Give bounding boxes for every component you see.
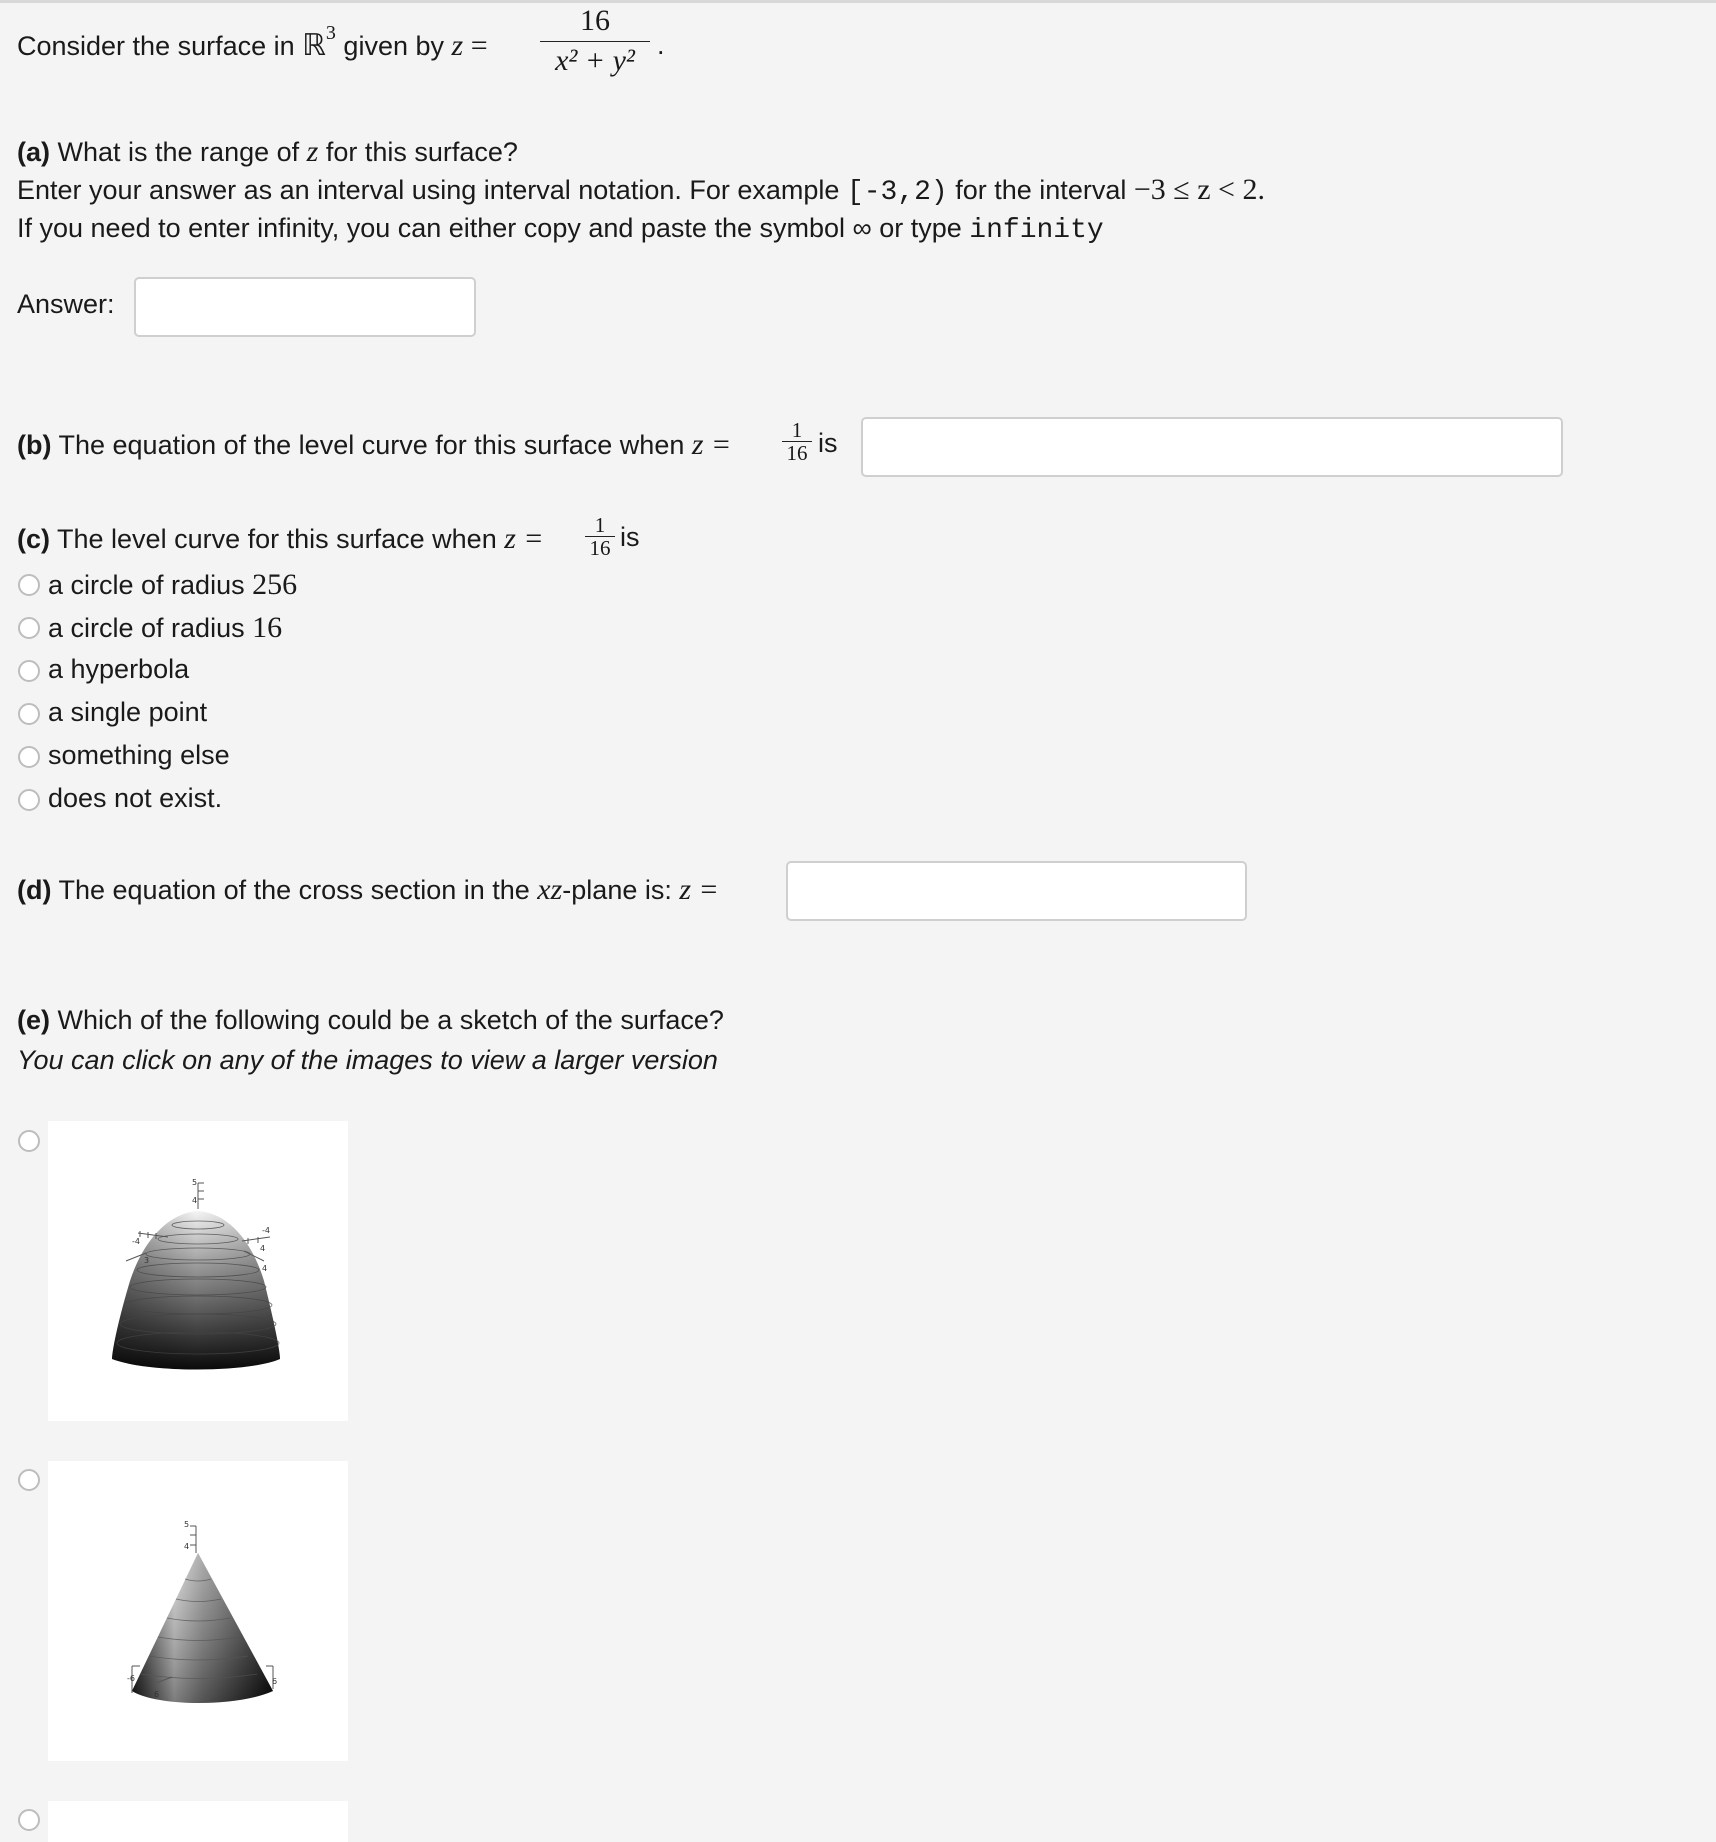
tick-label: 4 (192, 1196, 198, 1205)
option-radio-circle-16[interactable] (18, 617, 40, 639)
sketch-radio-1[interactable] (18, 1130, 40, 1152)
tick-label: -4 (132, 1237, 140, 1246)
infinity-note-mid: or type (871, 213, 970, 243)
intro-line (17, 22, 488, 63)
equals-sign: = (463, 29, 488, 62)
part-c-frac-numerator: 1 (594, 513, 606, 537)
infinity-note-text: If you need to enter infinity, you can either copy and paste the symbol (17, 213, 853, 243)
part-d-answer-input[interactable] (786, 861, 1247, 921)
part-a-label: (a) (17, 137, 50, 167)
part-a-infinity-note (17, 213, 1104, 246)
sketch-image-3[interactable] (48, 1801, 348, 1842)
part-b-question (17, 428, 731, 462)
option-radio-something-else[interactable] (18, 746, 40, 768)
tick-label: 6 (272, 1677, 278, 1686)
z-equals: z = (504, 522, 544, 555)
fraction-bar (540, 41, 650, 42)
part-a-instructions (17, 173, 1265, 208)
real-number-symbol: ℝ (302, 29, 326, 62)
part-d-text2: -plane is: (562, 875, 680, 905)
cone-plot (48, 1461, 348, 1761)
option-text: a circle of radius (48, 570, 253, 600)
part-c-question (17, 522, 544, 556)
tick-label: 4 (262, 1264, 268, 1273)
option-radio-circle-256[interactable] (18, 574, 40, 596)
sketch-radio-2[interactable] (18, 1469, 40, 1491)
intro-denominator: x² + y² (555, 44, 635, 77)
top-border (0, 0, 1716, 3)
part-a-text: What is the range of (50, 137, 307, 167)
tick-label: 4 (260, 1244, 266, 1253)
part-c-frac-denominator: 16 (589, 536, 611, 560)
part-a-answer-input[interactable] (134, 277, 476, 337)
infinity-symbol: ∞ (852, 213, 872, 243)
xz-plane: xz (537, 873, 563, 906)
option-math: 16 (252, 611, 283, 644)
part-b-suffix: is (818, 428, 838, 458)
part-a-instruction-text: Enter your answer as an interval using interval notation. For example (17, 175, 847, 205)
option-label-hyperbola[interactable]: a hyperbola (48, 654, 190, 684)
part-b-label: (b) (17, 430, 52, 460)
intro-given-by: given by (335, 31, 452, 61)
example-inequality: −3 ≤ z < 2. (1133, 173, 1265, 206)
tick-label: 5 (192, 1178, 198, 1187)
option-label-something-else[interactable]: something else (48, 740, 230, 770)
option-label-does-not-exist[interactable]: does not exist. (48, 783, 223, 813)
sketch-radio-3[interactable] (18, 1809, 40, 1831)
intro-numerator: 16 (580, 4, 610, 37)
part-a-instruction-mid: for the interval (947, 175, 1134, 205)
part-c-text: The level curve for this surface when (50, 524, 505, 554)
part-e-text: Which of the following could be a sketch of the surface? (50, 1005, 724, 1035)
part-e-question (17, 1005, 724, 1036)
exponent: 3 (325, 22, 336, 44)
option-label-circle-16[interactable] (48, 611, 282, 645)
part-c-suffix: is (620, 522, 640, 552)
part-b-answer-input[interactable] (861, 417, 1563, 477)
sketch-image-cone[interactable] (48, 1461, 348, 1761)
option-text: a circle of radius (48, 613, 253, 643)
z-variable: z (306, 135, 319, 168)
answer-label: Answer: (17, 289, 115, 319)
part-e-label: (e) (17, 1005, 50, 1035)
tick-label: 5 (184, 1520, 190, 1529)
tick-label: -6 (127, 1674, 135, 1683)
option-radio-does-not-exist[interactable] (18, 789, 40, 811)
z-equals: z = (679, 873, 719, 906)
part-b-fraction (782, 419, 812, 464)
part-b-frac-numerator: 1 (791, 418, 803, 442)
option-label-circle-256[interactable] (48, 568, 297, 602)
option-math: 256 (252, 568, 298, 601)
part-e-hint: You can click on any of the images to view a larger version (17, 1045, 718, 1075)
intro-period: . (657, 30, 665, 60)
tick-label: 4 (184, 1542, 190, 1551)
sketch-image-paraboloid[interactable] (48, 1121, 348, 1421)
option-radio-single-point[interactable] (18, 703, 40, 725)
tick-label: 6 (154, 1690, 160, 1699)
part-b-frac-denominator: 16 (786, 441, 808, 465)
part-d-text: The equation of the cross section in the (51, 875, 538, 905)
part-b-text: The equation of the level curve for this surface when (51, 430, 692, 460)
part-a-text-suffix: for this surface? (318, 137, 518, 167)
paraboloid-plot (48, 1121, 348, 1421)
infinity-keyword: infinity (969, 215, 1104, 246)
intro-text: Consider the surface in (17, 31, 303, 61)
part-d-question (17, 873, 719, 907)
tick-label: -4 (262, 1226, 270, 1235)
part-a-question (17, 135, 518, 169)
z-equals: z = (691, 428, 732, 461)
example-interval: [-3,2) (846, 177, 948, 208)
option-label-single-point[interactable]: a single point (48, 697, 208, 727)
part-d-label: (d) (17, 875, 52, 905)
intro-fraction (540, 4, 650, 78)
tick-label: 3 (144, 1256, 150, 1265)
part-c-fraction (585, 514, 615, 559)
part-c-label: (c) (17, 524, 50, 554)
option-radio-hyperbola[interactable] (18, 660, 40, 682)
z-variable: z (451, 29, 464, 62)
